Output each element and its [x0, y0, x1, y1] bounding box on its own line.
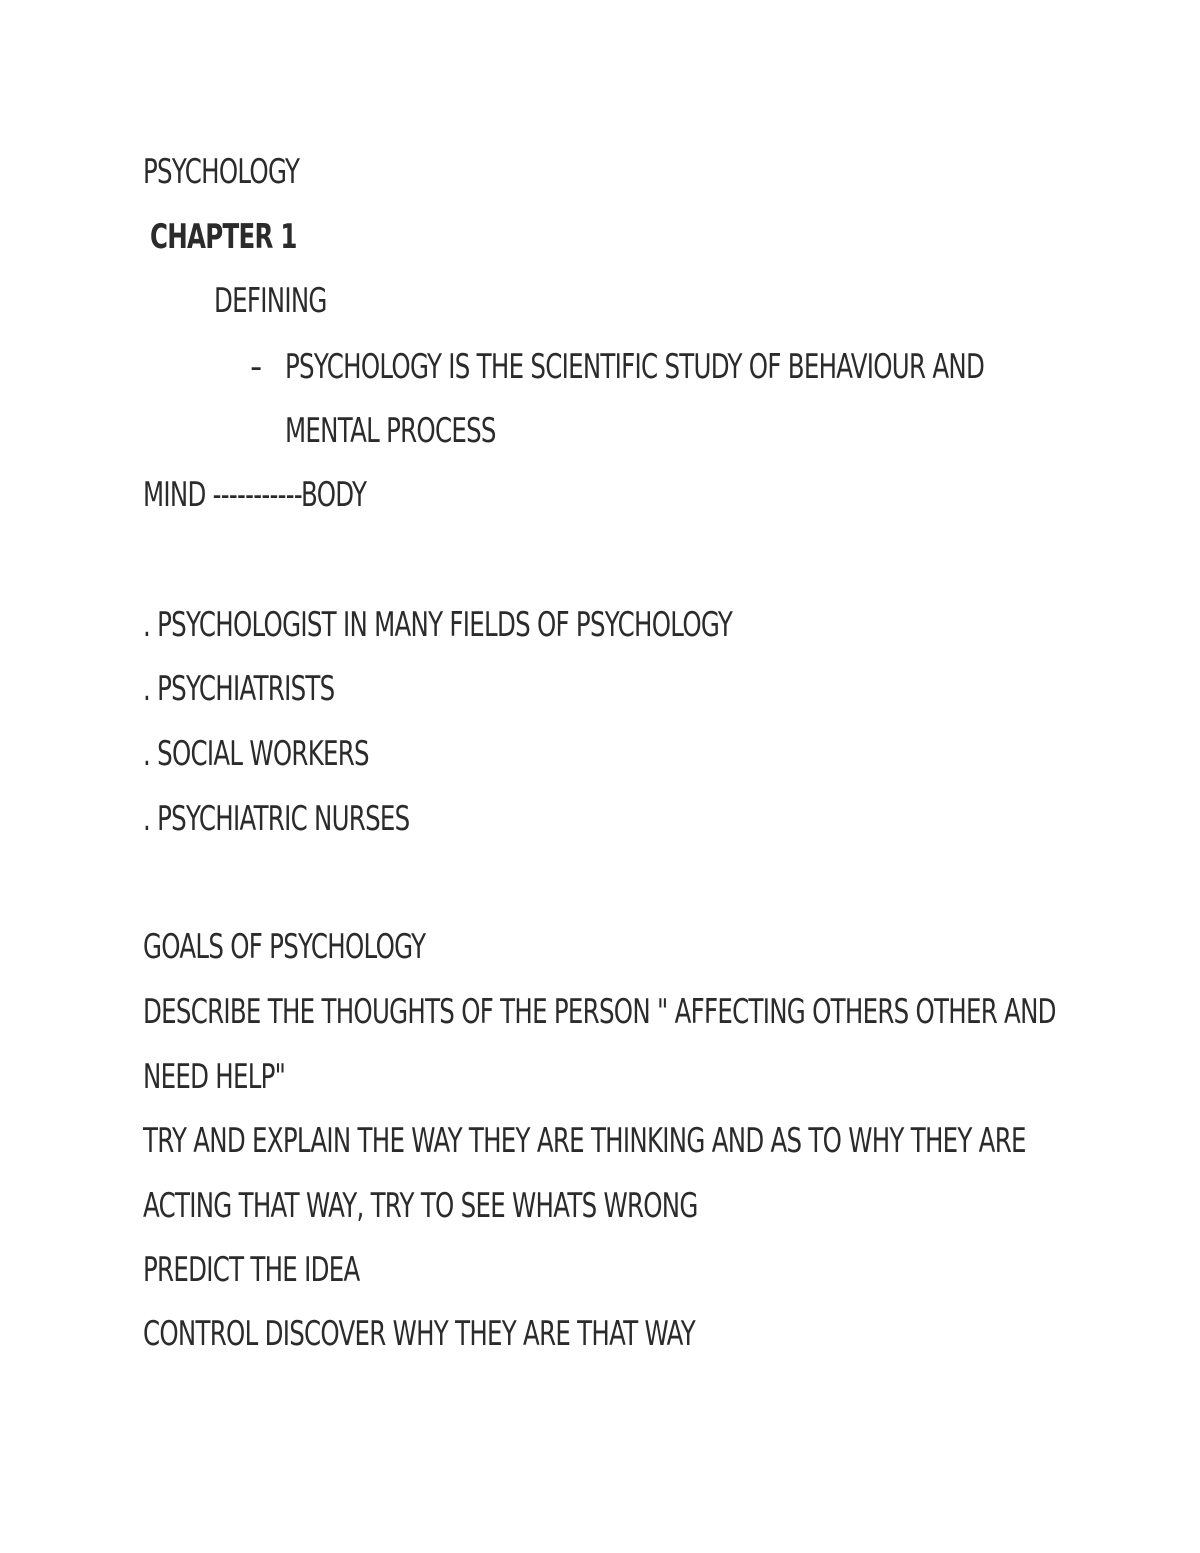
goals-heading: GOALS OF PSYCHOLOGY [143, 927, 426, 967]
chapter-heading: CHAPTER 1 [150, 217, 297, 257]
definition-line-1: PSYCHOLOGY IS THE SCIENTIFIC STUDY OF BEHAVIOUR AND [285, 347, 985, 387]
section-heading-defining: DEFINING [214, 281, 327, 321]
list-item: . PSYCHIATRIC NURSES [143, 799, 410, 839]
goals-line: CONTROL DISCOVER WHY THEY ARE THAT WAY [143, 1314, 696, 1354]
document-title: PSYCHOLOGY [143, 152, 300, 192]
goals-line: TRY AND EXPLAIN THE WAY THEY ARE THINKING AND AS TO WHY THEY ARE [143, 1121, 1026, 1161]
goals-line: PREDICT THE IDEA [143, 1250, 360, 1290]
definition-bullet: - [250, 347, 263, 387]
mind-body-line: MIND -----------BODY [143, 475, 367, 515]
goals-line: NEED HELP" [143, 1057, 286, 1097]
list-item: . PSYCHOLOGIST IN MANY FIELDS OF PSYCHOLOGY [143, 605, 733, 645]
goals-line: DESCRIBE THE THOUGHTS OF THE PERSON " AFFECTING OTHERS OTHER AND [143, 992, 1056, 1032]
list-item: . SOCIAL WORKERS [143, 734, 369, 774]
list-item: . PSYCHIATRISTS [143, 669, 335, 709]
definition-line-2: MENTAL PROCESS [285, 411, 496, 451]
goals-line: ACTING THAT WAY, TRY TO SEE WHATS WRONG [143, 1186, 698, 1226]
